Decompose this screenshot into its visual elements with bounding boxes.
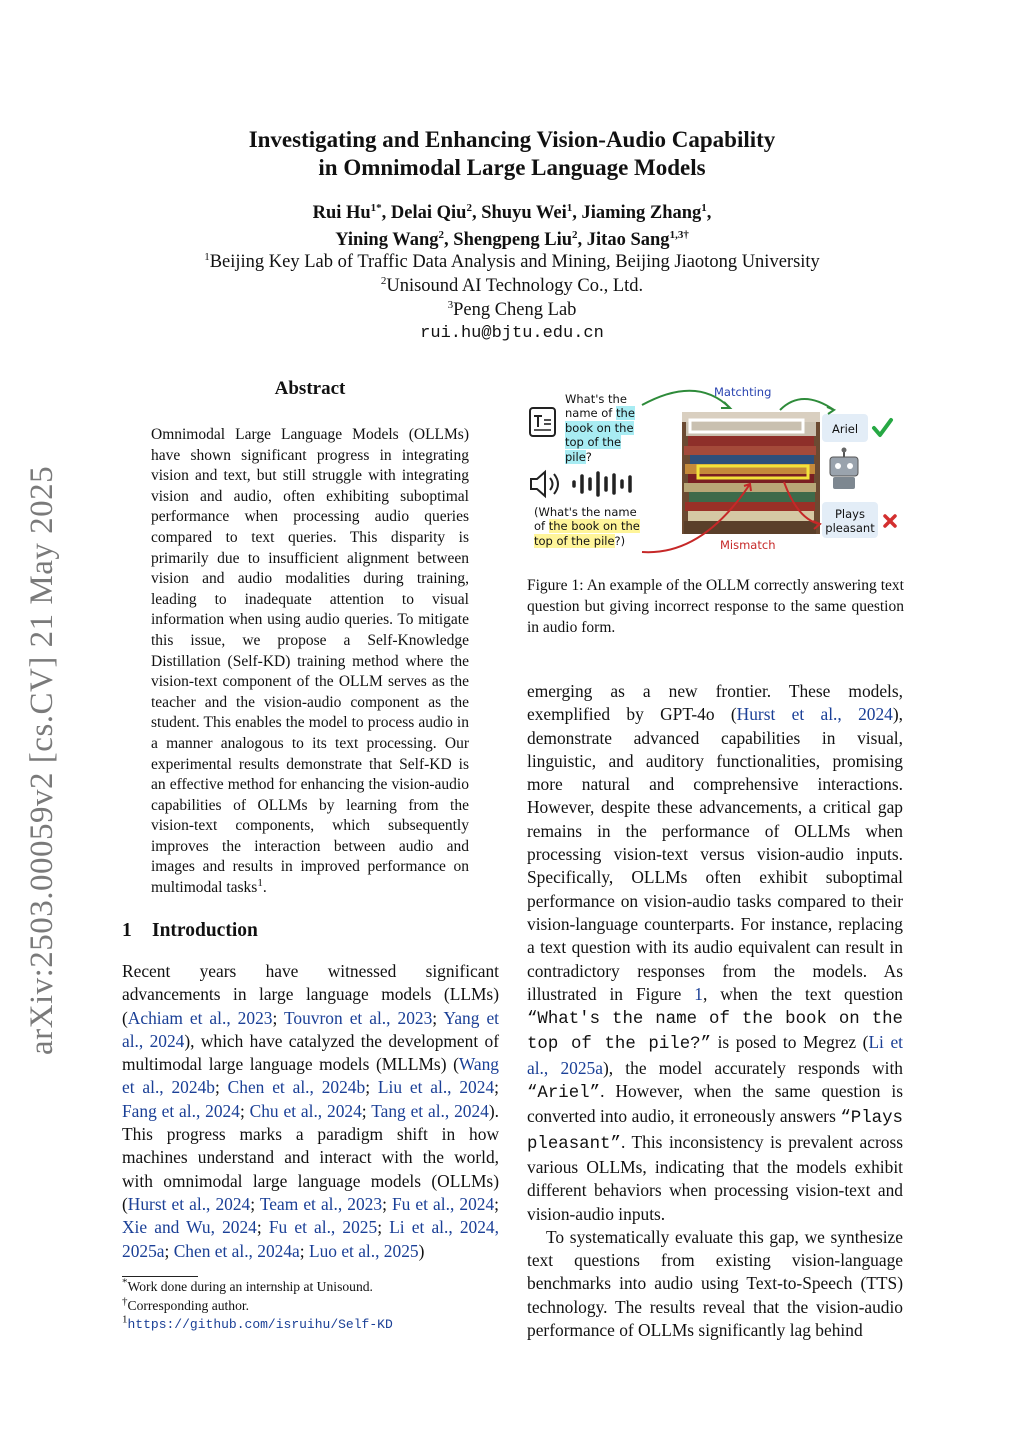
- arxiv-stamp: arXiv:2503.00059v2 [cs.CV] 21 May 2025: [24, 465, 60, 1055]
- text-run: ), the model accurately responds with: [602, 1057, 903, 1078]
- citation[interactable]: Chu et al., 2024: [249, 1100, 362, 1121]
- text-run: emerging as a new frontier. These models, exemplified by GPT-4o (: [527, 681, 903, 725]
- text-question-line: What's the: [565, 392, 627, 406]
- abstract-body: [151, 425, 469, 899]
- footnote-mark: 1: [122, 1313, 128, 1326]
- text-run: . This inconsistency is prevalent across various OLLMs, indicating that the models exhibit different behaviors when processing vision-text and vision-audio inputs.: [527, 1131, 903, 1224]
- figure-1-caption: Figure 1: An example of the OLLM correctly answering text question but giving incorrect response to the same question in audio form.: [527, 577, 904, 636]
- citation[interactable]: Tang et al., 2024: [371, 1100, 489, 1121]
- quoted-question: “What's the name of the book on the top of the pile?”: [527, 1010, 903, 1055]
- author-email[interactable]: rui.hu@bjtu.edu.cn: [420, 324, 604, 343]
- section-number: 1: [122, 920, 132, 941]
- text-question-line: name of: [565, 406, 613, 421]
- text-run: , when the text question: [702, 983, 903, 1004]
- highlighted-text: the: [616, 406, 635, 421]
- footnote-mark: †: [122, 1294, 128, 1307]
- footnote-2: [122, 1294, 499, 1316]
- citation[interactable]: Touvron et al., 2023: [284, 1007, 433, 1028]
- text-run: ): [418, 1240, 425, 1261]
- footnote-ref[interactable]: 1: [257, 876, 263, 889]
- citation[interactable]: Li et al., 2025a: [527, 1032, 903, 1078]
- text-run: ), which have catalyzed the development of multimodal large language models (MLLMs) (: [122, 1030, 499, 1075]
- author-sup: 1: [566, 201, 573, 214]
- author-sup: 2: [572, 228, 578, 241]
- quoted-answer: “Plays pleasant”: [527, 1109, 903, 1154]
- author-name: Rui Hu: [312, 203, 371, 223]
- author-sup: 1,3†: [669, 228, 689, 241]
- section-heading-introduction: [122, 920, 258, 942]
- match-arrow-answer: [780, 399, 834, 410]
- match-label: Matchting: [714, 385, 772, 399]
- check-icon: [874, 420, 891, 435]
- affiliation-1: [0, 250, 1024, 274]
- title-line-1: Investigating and Enhancing Vision-Audio Capability: [248, 127, 776, 152]
- highlighted-text: top of the pile: [534, 533, 615, 548]
- author-name: Jiaming Zhang: [581, 203, 702, 223]
- right-column-body: [527, 680, 903, 1342]
- cross-icon: [885, 516, 895, 526]
- book-stack-photo: [682, 412, 820, 534]
- section-title: Introduction: [152, 920, 258, 941]
- footnotes: [122, 1278, 499, 1335]
- figure-1: [522, 380, 907, 558]
- affiliation-sup: 3: [447, 298, 454, 311]
- citation[interactable]: Team et al., 2023: [259, 1193, 383, 1214]
- speaker-icon: [531, 472, 558, 496]
- citation[interactable]: Fu et al., 2025: [268, 1217, 378, 1238]
- text-run: Recent years have witnessed significant advancements in large language models (LLMs) (: [122, 961, 499, 1028]
- footnote-mark: *: [122, 1276, 128, 1289]
- footnote-3: [122, 1315, 499, 1335]
- author-sup: 1*: [370, 201, 382, 214]
- robot-icon: [830, 448, 858, 490]
- citation[interactable]: Yang et al., 2024: [122, 1007, 499, 1051]
- highlighted-text: book on the: [565, 420, 634, 435]
- audio-question-line: of: [534, 519, 546, 534]
- affiliations: [0, 250, 1024, 346]
- author-name: Shuyu Wei: [481, 203, 567, 223]
- citation[interactable]: Xie and Wu, 2024: [122, 1217, 257, 1238]
- arrow-head: [827, 407, 834, 414]
- citation[interactable]: Fu et al., 2024: [391, 1193, 495, 1214]
- text-question: [565, 392, 655, 464]
- author-sup: 2: [438, 228, 445, 241]
- affiliation-3: [0, 298, 1024, 322]
- footnote-1: [122, 1278, 499, 1297]
- quoted-answer: “Ariel”: [527, 1084, 601, 1104]
- citation[interactable]: Wang et al., 2024b: [122, 1054, 499, 1098]
- intro-paragraph-1: Recent years have witnessed significant advancements in large language models (LLMs) (Achiam et al., 2023; Touvron et al., 2023; Yang et al., 2024), which have catalyzed the development of multimodal large language models (MLLMs) (Wang et al., 2024b; Chen et al., 2024b; Liu et al., 2024; Fang et al., 2024; Chu et al., 2024; Tang et al., 2024). This progress marks a paradigm shift in how machines understand and interact with the world, with omnimodal large language models (OLLMs) (Hurst et al., 2024; Team et al., 2023; Fu et al., 2024; Xie and Wu, 2024; Fu et al., 2025; Li et al., 2024, 2025a; Chen et al., 2024a; Luo et al., 2025): [122, 961, 500, 1261]
- text-run: ). This progress marks a paradigm shift in how machines understand and interact with the world, with omnimodal large language models (OLLMs) (: [122, 1100, 500, 1214]
- footnote-rule: [122, 1276, 198, 1277]
- citation[interactable]: Li et al., 2024, 2025a: [122, 1217, 499, 1261]
- highlighted-text: pile: [565, 449, 586, 464]
- wrong-answer-line: pleasant: [825, 521, 875, 536]
- text-run: is posed to Megrez (: [711, 1032, 869, 1053]
- author-name: Delai Qiu: [390, 203, 467, 223]
- citation[interactable]: Liu et al., 2024: [377, 1077, 495, 1098]
- abstract-heading: Abstract: [274, 378, 346, 399]
- affiliation-sup: 2: [380, 274, 387, 287]
- text-question-line: ?: [585, 449, 592, 464]
- highlighted-text: top of the: [565, 435, 622, 450]
- author-sup: 2: [466, 201, 472, 214]
- mismatch-label: Mismatch: [720, 538, 776, 552]
- wrong-answer-text: [822, 507, 878, 536]
- affiliation-sup: 1: [204, 250, 210, 263]
- footnote-text: Work done during an internship at Unisound.: [127, 1279, 373, 1294]
- highlighted-text: the book on the: [548, 519, 640, 534]
- github-link[interactable]: https://github.com/isruihu/Self-KD: [127, 1317, 393, 1332]
- author-sup: 1: [701, 201, 707, 214]
- wrong-answer-line: Plays: [835, 507, 865, 521]
- abstract-text: Omnimodal Large Language Models (OLLMs) have shown significant progress in integrating vision and text, but still struggle with integrating vision and audio, often exhibiting suboptimal performance when processing audio queries compared to text queries. This disparity is primarily due to insufficient alignment between vision and audio modalities during training, leading to inadequate attention to visual information when using audio queries. To mitigate this issue, we propose a Self-Knowledge Distillation (Self-KD) training method where the vision-text component of the OLLM serves as the teacher and the vision-audio component as the student. This enables the model to process audio in a manner analogous to its text processing. Our experimental results demonstrate that Self-KD is an effective method for enhancing the vision-audio capabilities of OLLMs by learning from the vision-text components, which subsequently improves the interaction between audio and images and results in improved performance on multimodal tasks: [151, 426, 469, 897]
- figure-reference[interactable]: 1: [694, 983, 703, 1004]
- author-list: [0, 200, 1024, 254]
- text-run: . However, when the same question is converted into audio, it erroneously answers: [527, 1081, 903, 1127]
- authors-line-2: Yining Wang$^2$, Shengpeng Liu$^2$, Jitao Sang$^{1,3\dagger}$: [335, 228, 689, 250]
- citation[interactable]: Hurst et al., 2024: [127, 1193, 251, 1214]
- affiliation-2: [0, 274, 1024, 298]
- citation[interactable]: Achiam et al., 2023: [127, 1007, 273, 1028]
- author-name: Yining Wang: [335, 230, 439, 250]
- citation[interactable]: Hurst et al., 2024: [736, 704, 893, 725]
- author-name: Shengpeng Liu: [453, 230, 573, 250]
- affiliation-text: Beijing Key Lab of Traffic Data Analysis and Mining, Beijing Jiaotong University: [209, 252, 820, 272]
- author-name: Jitao Sang: [586, 230, 670, 250]
- authors-line-1: Rui $Hu^{1*}$, Delai Qiu$^2$, Shuyu Wei$^1$, Jiaming Zhang$^1$,: [312, 201, 712, 223]
- audio-question: [534, 505, 674, 548]
- correct-answer-text: Ariel: [831, 422, 859, 436]
- citation[interactable]: Luo et al., 2025: [308, 1240, 419, 1261]
- citation[interactable]: Chen et al., 2024b: [227, 1077, 366, 1098]
- paper-title: [0, 126, 1024, 182]
- audio-waveform-icon: [574, 473, 630, 495]
- abstract-end: .: [262, 879, 267, 897]
- intro-paragraph-2: [527, 680, 903, 1226]
- affiliation-text: Unisound AI Technology Co., Ltd.: [386, 276, 644, 296]
- citation[interactable]: Fang et al., 2024: [122, 1100, 240, 1121]
- citation[interactable]: Chen et al., 2024a: [173, 1240, 300, 1261]
- affiliation-text: Peng Cheng Lab: [453, 300, 577, 320]
- audio-question-line: ?): [614, 533, 626, 548]
- intro-paragraph-3: To systematically evaluate this gap, we synthesize text questions from existing vision-language benchmarks into audio using Text-to-Speech (TTS) technology. The results reveal that the vision-audio performance of OLLMs significantly lag behind: [527, 1226, 903, 1341]
- title-line-2: in Omnimodal Large Language Models: [318, 155, 706, 180]
- text-run: ), demonstrate advanced capabilities in visual, linguistic, and auditory functionalities, promising more natural and comprehensive interactions. However, despite these advancements, a critical gap remains in the performance of OLLMs when processing vision-text versus vision-audio inputs. Specifically, OLLMs often exhibit suboptimal performance on vision-audio tasks compared to their vision-language counterparts. For instance, replacing a text question with its audio equivalent can result in contradictory responses from the models. As illustrated in Figure: [527, 704, 903, 1004]
- text-document-icon: [530, 408, 555, 436]
- footnote-text: Corresponding author.: [127, 1297, 250, 1313]
- audio-question-line: (What's the name: [534, 505, 637, 519]
